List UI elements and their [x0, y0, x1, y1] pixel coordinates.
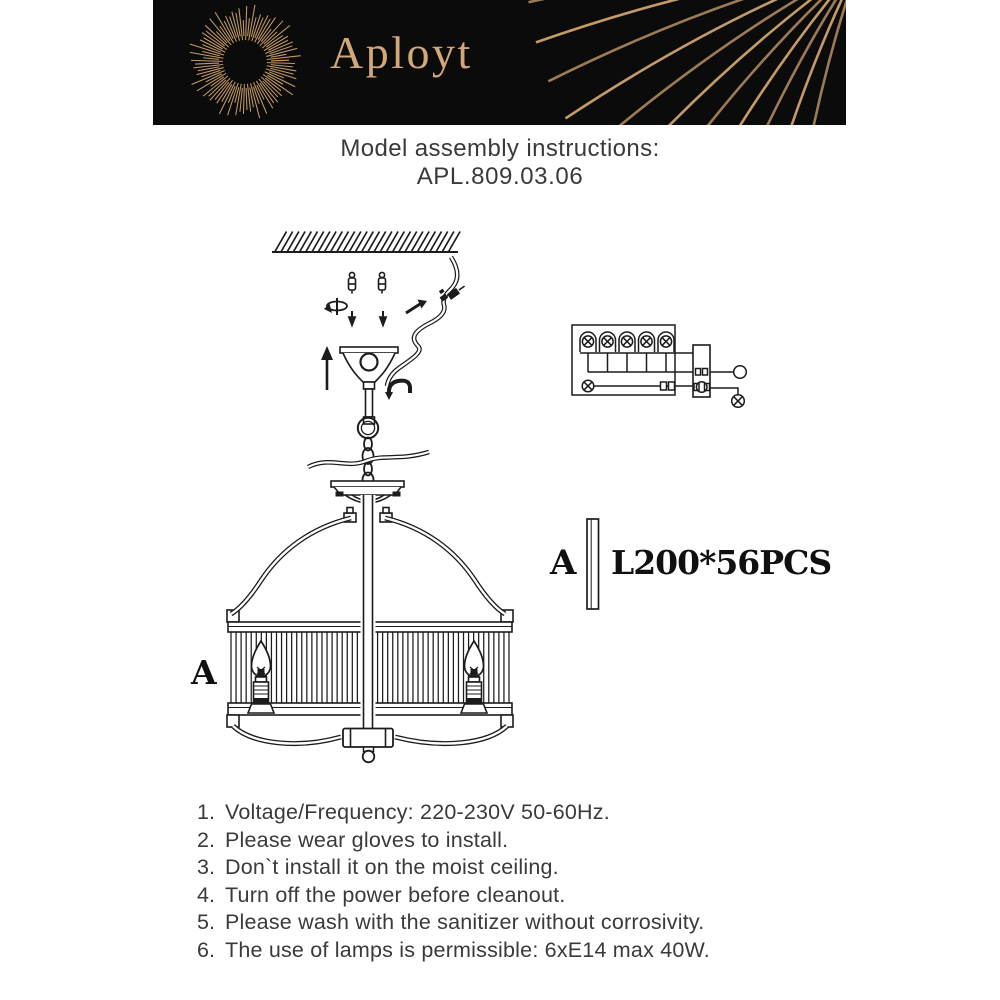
wall-anchor-icons — [349, 272, 386, 293]
instruction-item — [197, 909, 857, 937]
legend-rod-icon — [587, 519, 599, 609]
instruction-number: 4. — [197, 882, 215, 907]
instruction-number: 5. — [197, 910, 215, 935]
legend-part-label: A — [550, 543, 577, 583]
instruction-text: Don`t install it on the moist ceiling. — [225, 855, 559, 880]
supply-circle-icon — [734, 366, 747, 379]
wiring-diagram — [572, 325, 746, 407]
model-number: APL.809.03.06 — [416, 163, 584, 190]
ceiling-hatch-icon — [272, 232, 460, 253]
instruction-text: Turn off the power before cleanout. — [225, 882, 566, 907]
instruction-number: 6. — [197, 937, 215, 962]
instruction-number: 3. — [197, 855, 215, 880]
instruction-item — [197, 827, 857, 855]
instruction-item — [197, 854, 857, 882]
instruction-text: The use of lamps is permissible: 6xE14 max 40W. — [225, 937, 710, 962]
bottom-body-icon — [343, 729, 393, 763]
part-label-a: A — [191, 653, 217, 692]
rotate-arrow-icon — [324, 298, 347, 315]
instruction-item — [197, 799, 857, 827]
power-wire-icon — [387, 257, 467, 386]
instruction-number: 2. — [197, 827, 215, 852]
install-up-arrow-icon — [321, 346, 333, 390]
terminal-block-icon — [693, 345, 710, 397]
instruction-text: Please wear gloves to install. — [225, 827, 509, 852]
lamp-symbols — [580, 332, 744, 407]
screw-icons — [349, 311, 386, 326]
instructions-list — [197, 799, 857, 965]
center-rod — [361, 495, 376, 730]
instruction-text: Please wash with the sanitizer without corrosivity. — [225, 910, 705, 935]
instruction-item — [197, 882, 857, 910]
brand-wordmark: Aployt — [330, 27, 473, 78]
wire-connector-icon — [436, 278, 466, 305]
instruction-number: 1. — [197, 800, 215, 824]
legend-spec-label: L200*56PCS — [611, 543, 832, 582]
instruction-item — [197, 937, 857, 965]
page-title: Model assembly instructions: — [340, 135, 660, 162]
instruction-text: Voltage/Frequency: 220-230V 50-60Hz. — [225, 800, 610, 824]
